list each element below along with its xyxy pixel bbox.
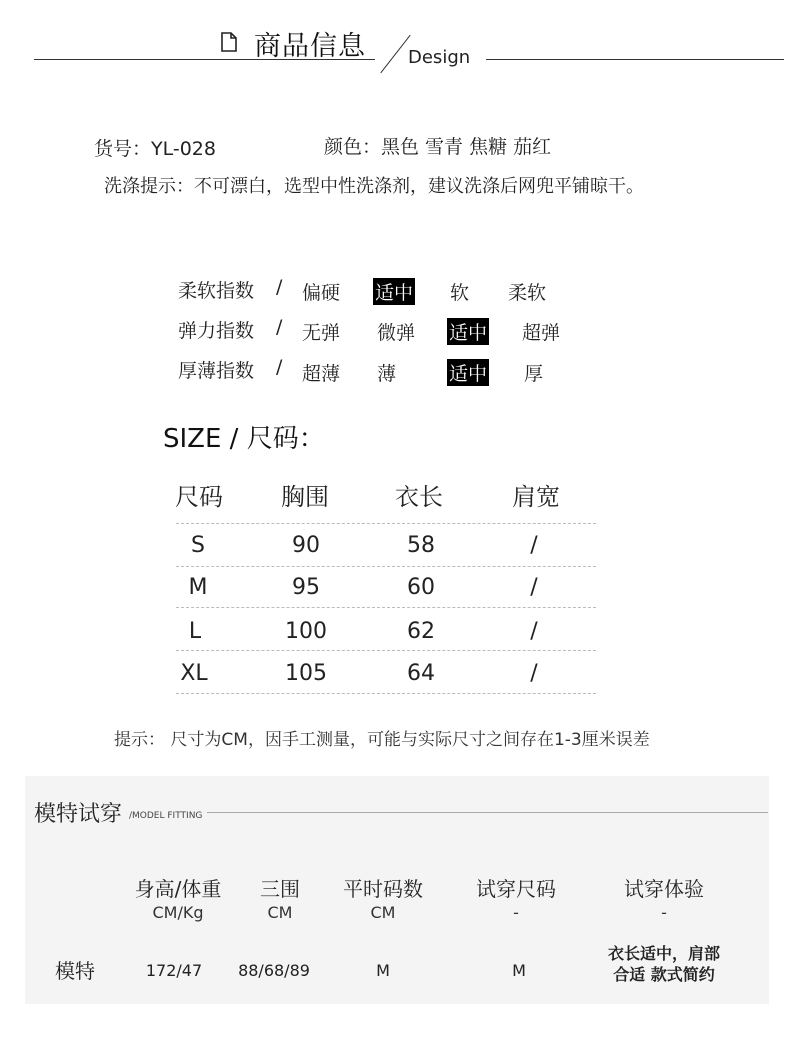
model-unit: CM/Kg [152,903,204,922]
model-unit: CM [267,903,293,922]
section-title: 商品信息 [254,31,366,62]
table-cell: 90 [292,533,320,558]
table-cell: / [530,575,538,600]
table-cell: / [530,619,538,644]
table-cell: 100 [285,619,327,644]
index-separator: / [276,316,283,338]
model-name: 模特 [55,959,95,983]
model-experience-line1: 衣长适中，肩部 [607,944,720,963]
index-label: 厚薄指数 [178,360,255,382]
header-slash [380,35,410,73]
index-option: 超薄 [302,363,341,385]
index-option-selected: 适中 [447,318,489,345]
model-header-height-weight: 身高/体重 [134,877,222,901]
table-cell: 105 [285,661,327,686]
index-option: 无弹 [302,322,341,344]
table-cell: 64 [407,661,435,686]
index-label: 柔软指数 [178,280,255,302]
table-cell: M [188,575,208,600]
index-option: 微弹 [377,322,416,344]
model-value-usual-size: M [376,961,390,980]
size-header-size: 尺码 [175,483,223,511]
index-option: 偏硬 [302,282,341,304]
sku-text: 货号：YL-028 [94,138,216,160]
model-experience-line2: 合适 款式简约 [613,965,715,984]
size-header-chest: 胸围 [281,483,329,511]
index-option: 超弹 [522,322,561,344]
index-separator: / [276,356,283,378]
table-divider [176,607,596,608]
model-header-usual-size: 平时码数 [343,877,423,901]
header-rule-right [486,59,784,60]
model-title: 模特试穿 [34,802,123,827]
table-cell: / [530,661,538,686]
wash-instructions: 洗涤提示：不可漂白，选型中性洗涤剂，建议洗涤后网兜平铺晾干。 [104,176,644,197]
index-option: 柔软 [508,282,547,304]
table-cell: S [191,533,205,558]
document-icon [221,32,237,52]
table-cell: 60 [407,575,435,600]
model-header-measurements: 三围 [260,877,300,901]
model-unit: - [661,903,667,922]
table-cell: / [530,533,538,558]
size-header-length: 衣长 [395,483,443,511]
section-subtitle: Design [408,47,471,68]
table-cell: 95 [292,575,320,600]
table-divider [176,693,596,694]
model-header-tried-size: 试穿尺码 [476,877,556,901]
table-divider [176,650,596,651]
model-subtitle: /MODEL FITTING [129,811,203,821]
index-option-selected: 适中 [373,278,415,305]
index-separator: / [276,276,283,298]
table-cell: 58 [407,533,435,558]
model-header-experience: 试穿体验 [624,877,704,901]
table-cell: XL [180,661,208,686]
model-value-height-weight: 172/47 [145,961,203,980]
table-cell: 62 [407,619,435,644]
table-cell: L [188,619,202,644]
size-header-shoulder: 肩宽 [512,483,560,511]
model-value-measurements: 88/68/89 [238,961,310,980]
index-option-selected: 适中 [447,359,489,386]
table-divider [176,566,596,567]
model-unit: - [513,903,519,922]
index-label: 弹力指数 [178,320,255,342]
index-option: 厚 [524,363,544,385]
size-title: SIZE / 尺码： [163,424,325,454]
model-rule [207,812,768,813]
index-option: 软 [450,282,470,304]
model-value-tried-size: M [512,961,526,980]
model-unit: CM [370,903,396,922]
colors-text: 颜色：黑色 雪青 焦糖 茄红 [324,136,552,158]
measurement-note: 提示： 尺寸为CM，因手工测量，可能与实际尺寸之间存在1-3厘米误差 [114,730,650,750]
table-divider [176,523,596,524]
index-option: 薄 [377,363,397,385]
